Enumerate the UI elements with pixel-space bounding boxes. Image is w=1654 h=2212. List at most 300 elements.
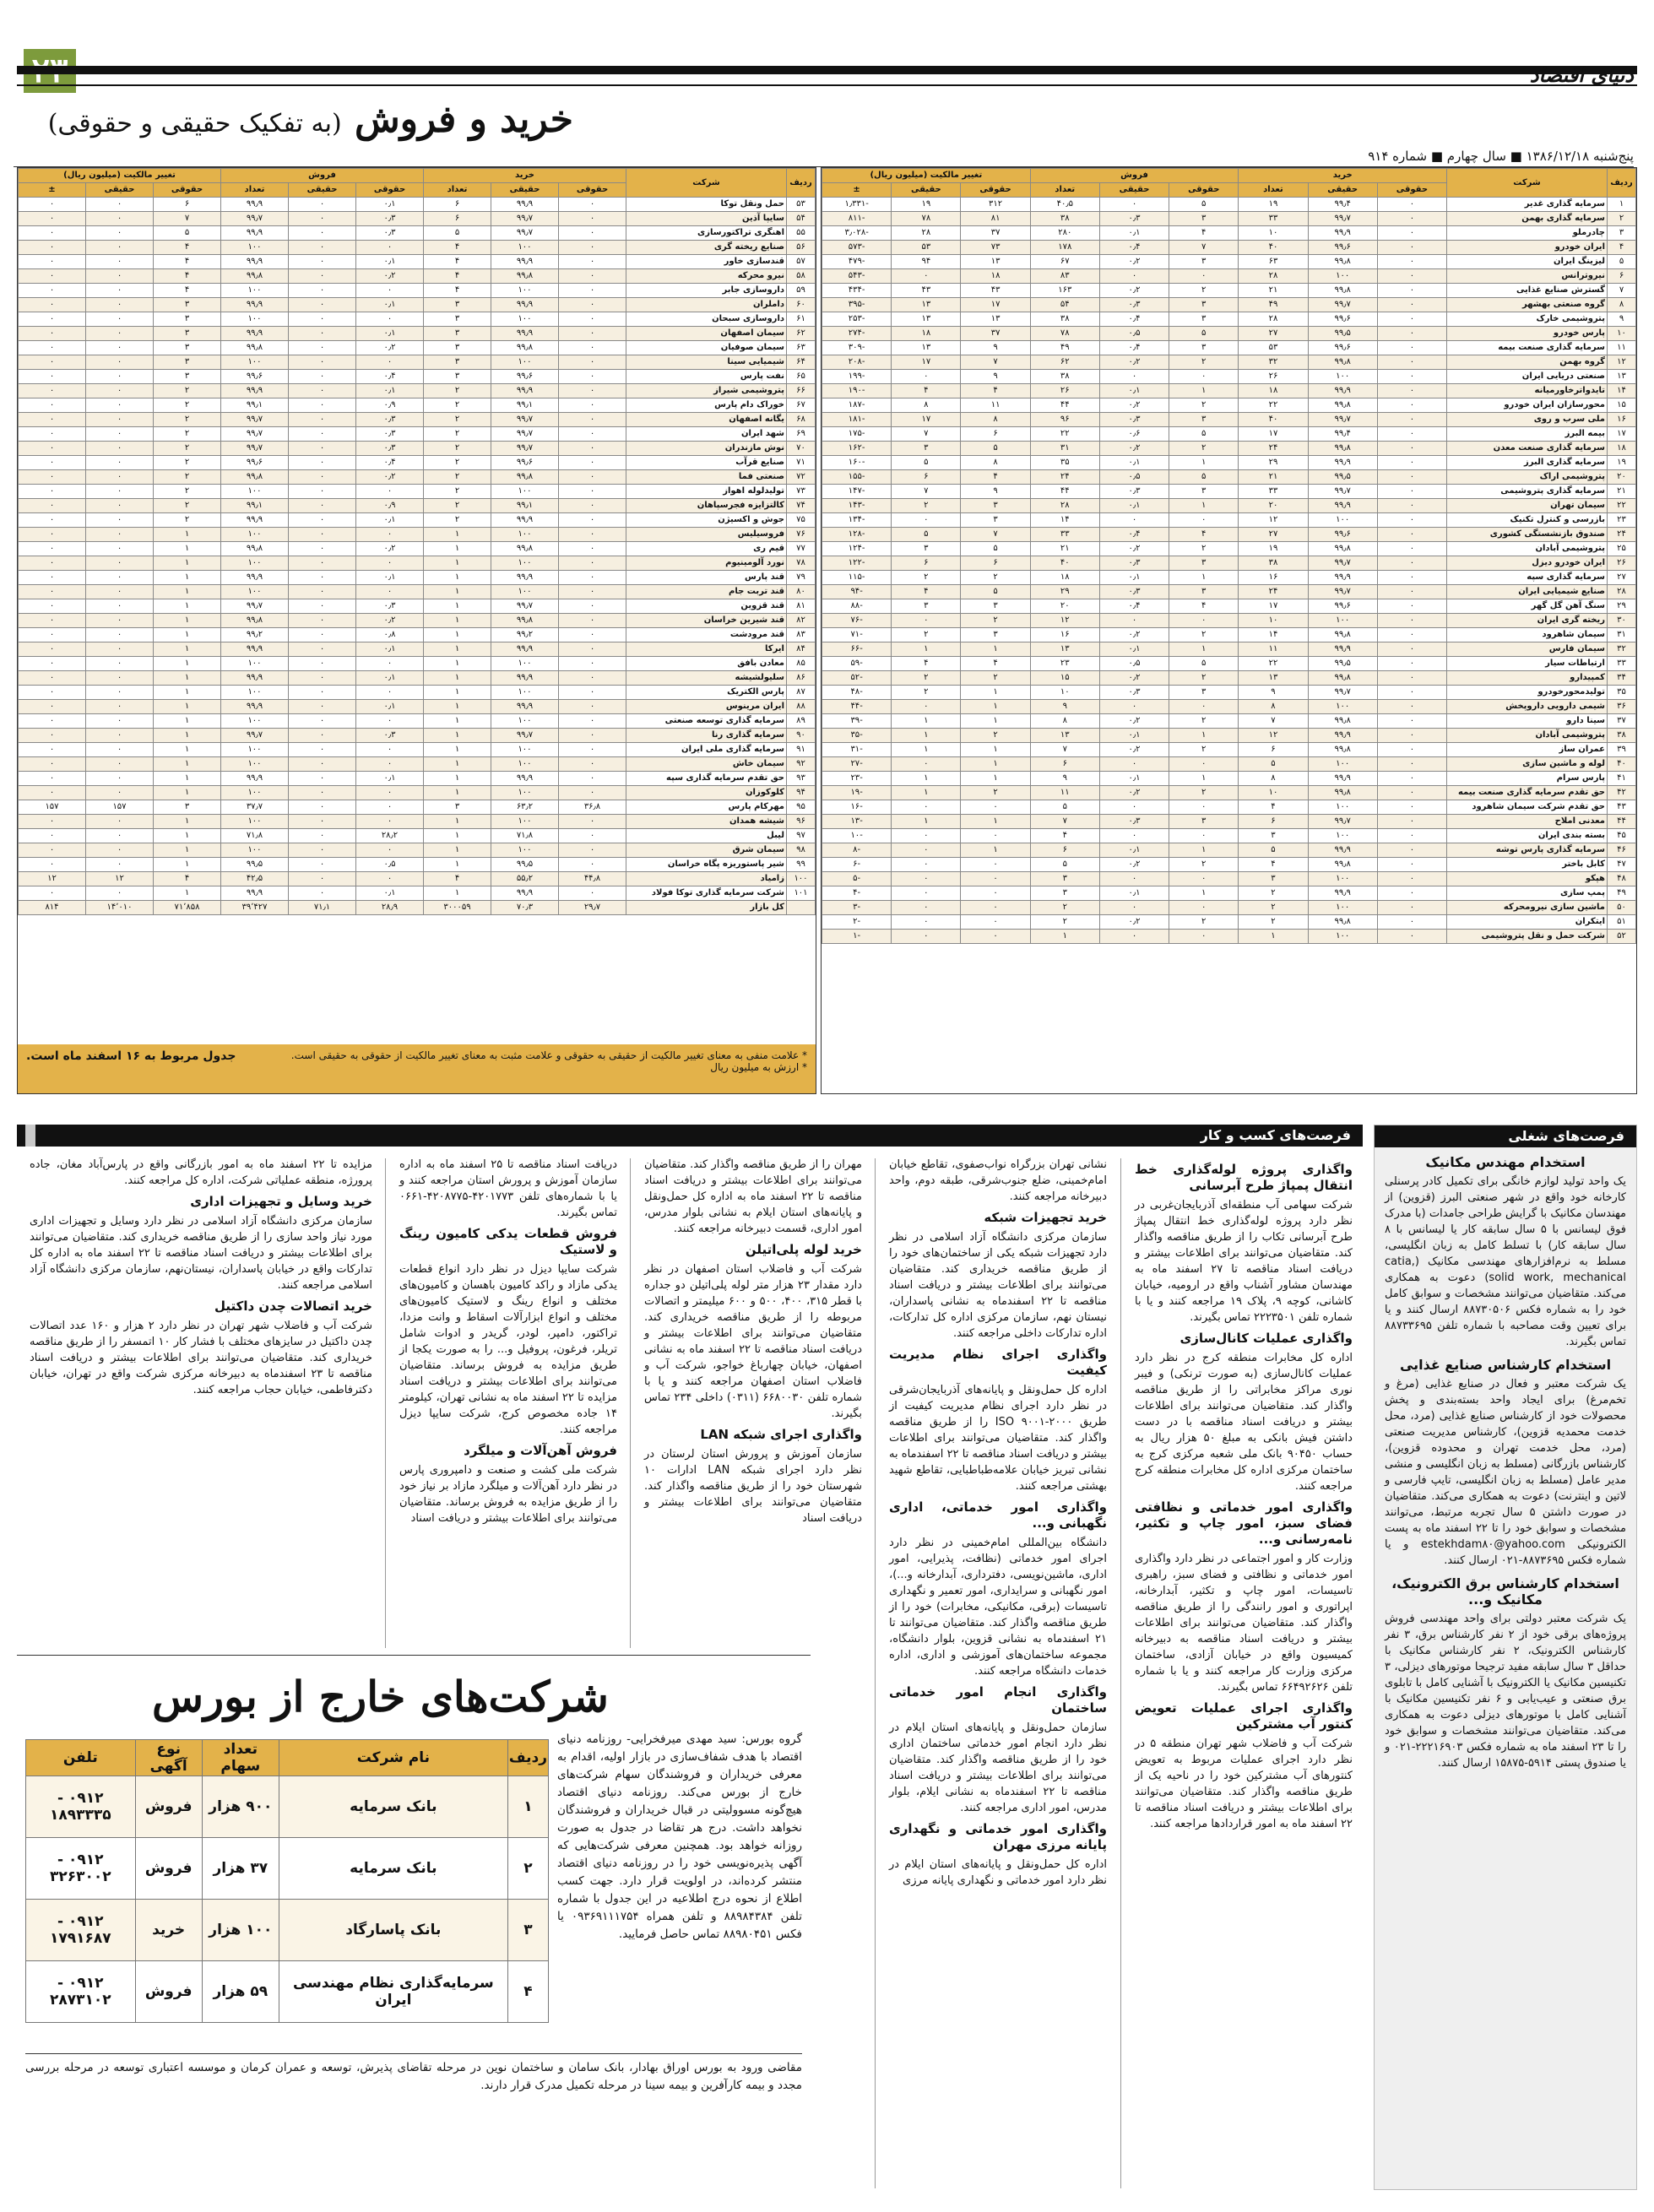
table-cell: ۳ — [154, 341, 221, 355]
table-row — [822, 384, 1636, 398]
table-cell: ۸ — [1030, 714, 1099, 729]
table-cell: ۰٫۵ — [356, 858, 424, 872]
table-cell: ۰ — [19, 729, 86, 743]
table-row — [822, 858, 1636, 872]
table-cell: -۱ — [822, 930, 892, 944]
company-name-cell: شهد ایران — [626, 427, 787, 442]
column-divider — [875, 1158, 876, 2188]
table-cell: ۰ — [289, 456, 356, 470]
table-cell: ۰ — [19, 470, 86, 485]
table-cell: ۹۹٫۹ — [221, 772, 289, 786]
table-row — [19, 872, 816, 886]
company-name-cell: قندسازی خاور — [626, 255, 787, 269]
table-cell: ۹۹٫۹ — [491, 886, 559, 901]
table-cell: ۰ — [559, 226, 626, 241]
table-cell: ۰ — [86, 355, 154, 370]
table-cell: ۲ — [154, 513, 221, 528]
table-row — [822, 470, 1636, 485]
table-cell: ۰ — [289, 284, 356, 298]
group-sell: فروش — [1030, 169, 1239, 183]
table-cell: ۰ — [289, 886, 356, 901]
table-cell: ۹۹٫۷ — [491, 212, 559, 226]
table-cell: ۴ — [154, 269, 221, 284]
table-cell: ۰ — [1377, 341, 1446, 355]
table-cell: ۱۸ — [1030, 571, 1099, 585]
table-cell: ۵ — [154, 226, 221, 241]
table-cell: ۲۸ — [1608, 585, 1636, 599]
table-cell: ۴ — [892, 384, 961, 398]
table-cell: ۰ — [1377, 729, 1446, 743]
table-cell: ۰ — [86, 829, 154, 843]
table-cell: ۰٫۱ — [356, 700, 424, 714]
table-cell: ۱۰۰ — [491, 686, 559, 700]
table-cell: -۱۵۵ — [822, 470, 892, 485]
company-name-cell: گروه صنعتی بهشهر — [1447, 298, 1608, 312]
table-cell: ۳۱ — [1030, 442, 1099, 456]
table-cell: ۰ — [289, 571, 356, 585]
company-name-cell: ارتباطات سیار — [1447, 657, 1608, 671]
company-name-cell: ماشین سازی نیرومحرکه — [1447, 901, 1608, 915]
table-cell: ۰ — [86, 269, 154, 284]
table-cell: ۲ — [1239, 901, 1308, 915]
table-cell: ۱۰۰ — [221, 786, 289, 800]
company-name-cell: پتروشیمی آبادان — [1447, 542, 1608, 556]
company-name-cell: شیشه همدان — [626, 815, 787, 829]
table-cell: ۵۴ — [1030, 298, 1099, 312]
table-row — [822, 269, 1636, 284]
table-cell: ۲۶ — [1030, 384, 1099, 398]
table-cell: ۰٫۳ — [1099, 413, 1169, 427]
group-buy: خرید — [424, 169, 626, 183]
table-cell: ۶۳٫۲ — [491, 800, 559, 815]
table-row — [822, 772, 1636, 786]
table-cell: ۳۷ — [1608, 714, 1636, 729]
table-cell: ۰ — [559, 255, 626, 269]
table-cell: ۰٫۱ — [1099, 571, 1169, 585]
table-cell: ۵ — [961, 442, 1030, 456]
ad-body: مهران را از طریق مناقصه واگذار کند. متقاضیان می‌توانند برای اطلاعات بیشتر و دریافت اسناد مناقصه تا ۲۲ اسفند ماه به اداره کل حمل‌ونقل و پایانه‌های استان ایلام به نشانی بلوار مدرس، امور اداری، قسمت دبیرخانه مراجعه کنند. — [644, 1158, 862, 1235]
table-cell: ۰ — [19, 355, 86, 370]
table-cell: ۰ — [1377, 327, 1446, 341]
table-cell: ۰ — [961, 886, 1030, 901]
table-cell: -۱۰ — [822, 829, 892, 843]
table-row — [19, 499, 816, 513]
table-cell: ۰ — [19, 528, 86, 542]
table-cell: ۰٫۱ — [1099, 729, 1169, 743]
table-cell: ۰ — [19, 772, 86, 786]
table-cell: ۸ — [961, 456, 1030, 470]
company-name-cell: حمل ونقل توکا — [626, 198, 787, 212]
table-cell: ۰٫۴ — [356, 370, 424, 384]
table-cell: ۰ — [1377, 198, 1446, 212]
table-cell: ۰ — [1099, 513, 1169, 528]
table-cell: ۹۹٫۷ — [491, 427, 559, 442]
table-cell: ۴ — [1169, 599, 1239, 614]
table-cell: ۹۹٫۱ — [491, 499, 559, 513]
table-cell: ۳۴ — [1608, 671, 1636, 686]
table-cell: ۱۰۱ — [787, 886, 816, 901]
table-cell: ۰ — [19, 858, 86, 872]
table-cell: ۰ — [1377, 470, 1446, 485]
company-name-cell: سرمایه گذاری رنا — [626, 729, 787, 743]
table-cell: ۳ — [1169, 298, 1239, 312]
table-cell: ۰ — [559, 757, 626, 772]
ad-heading: واگذاری انجام امور خدماتی ساختمان — [889, 1684, 1107, 1716]
table-cell: ۰ — [1377, 657, 1446, 671]
table-row — [19, 829, 816, 843]
table-cell: ۲۴ — [1608, 528, 1636, 542]
table-cell: ۱۰۰ — [221, 312, 289, 327]
table-cell: ۴ — [1239, 800, 1308, 815]
table-cell: ۰ — [559, 714, 626, 729]
table-cell: ۱ — [892, 743, 961, 757]
table-cell: ۱ — [154, 686, 221, 700]
table-cell: ۰ — [1377, 901, 1446, 915]
ad-body: نشانی تهران بزرگراه نواب‌صفوی، تقاطع خیابان امام‌خمینی، ضلع جنوب‌شرقی، طبقه دوم، واحد دبیرخانه مراجعه کنند. — [889, 1158, 1107, 1203]
table-cell: ۰ — [86, 628, 154, 642]
table-cell: ۰ — [559, 743, 626, 757]
table-cell: ۹۹٫۹ — [221, 298, 289, 312]
table-row — [19, 657, 816, 671]
company-name-cell: عمران ساز — [1447, 743, 1608, 757]
table-cell: ۱ — [424, 743, 491, 757]
table-cell: ۰ — [559, 485, 626, 499]
company-name-cell: سرمایه گذاری پارس توشه — [1447, 843, 1608, 858]
table-cell: ۷۱٫۸ — [221, 829, 289, 843]
table-cell: ۹۹٫۹ — [221, 671, 289, 686]
table-cell: ۱ — [1169, 772, 1239, 786]
table-cell: ۹۹٫۷ — [491, 442, 559, 456]
header-rule — [17, 66, 1637, 74]
table-cell: ۲۹ — [1239, 456, 1308, 470]
table-cell: ۰ — [289, 800, 356, 815]
table-cell: ۴ — [1169, 226, 1239, 241]
table-row — [19, 513, 816, 528]
table-row — [19, 686, 816, 700]
table-cell: ۴۴ — [1030, 398, 1099, 413]
company-name-cell: لوله و ماشین سازی — [1447, 757, 1608, 772]
table-cell: ۴۲ — [1608, 786, 1636, 800]
table-cell: ۰٫۵ — [1099, 657, 1169, 671]
company-name-cell: قند قزوین — [626, 599, 787, 614]
table-cell: ۰ — [289, 355, 356, 370]
table-cell: ۴۹ — [1030, 341, 1099, 355]
table-cell: ۰ — [356, 714, 424, 729]
table-cell: ۰٫۱ — [356, 886, 424, 901]
table-cell: ۹۹٫۹ — [1308, 384, 1377, 398]
group-change: تغییر مالکیت (میلیون ریال) — [19, 169, 221, 183]
exchange-cell: ۹۰۰ هزار — [202, 1776, 279, 1838]
table-cell: ۲۴ — [1239, 442, 1308, 456]
table-cell: ۳۳ — [1239, 485, 1308, 499]
table-cell: ۳ — [1608, 226, 1636, 241]
table-cell: ۰٫۳ — [1099, 556, 1169, 571]
table-cell: ۰ — [86, 614, 154, 628]
job-heading: استخدام کارشناس صنایع غذایی — [1399, 1357, 1612, 1373]
table-cell: ۰ — [289, 671, 356, 686]
table-cell: ۰٫۲ — [1099, 786, 1169, 800]
table-cell: ۰ — [86, 542, 154, 556]
col-buy-count: تعداد — [1239, 183, 1308, 198]
table-cell: ۰ — [289, 528, 356, 542]
table-cell: ۰٫۴ — [356, 456, 424, 470]
company-name-cell: پتروشیمی اراک — [1447, 470, 1608, 485]
table-cell: ۱ — [892, 786, 961, 800]
table-cell: ۳۵ — [1608, 686, 1636, 700]
table-cell: ۰ — [1377, 743, 1446, 757]
table-cell: ۶ — [1608, 269, 1636, 284]
table-row — [26, 1900, 549, 1961]
table-cell: ۹۹٫۹ — [1308, 886, 1377, 901]
table-cell: ۹۹٫۶ — [1308, 528, 1377, 542]
company-name-cell: صنایع ریخته گری — [626, 241, 787, 255]
table-cell: ۷۸ — [892, 212, 961, 226]
table-row — [19, 628, 816, 642]
table-cell: ۰٫۱ — [1099, 456, 1169, 470]
table-row — [19, 198, 816, 212]
table-cell: ۰ — [1377, 872, 1446, 886]
business-column-1 — [1135, 1157, 1353, 2187]
table-cell: ۰ — [1099, 829, 1169, 843]
company-name-cell: زامیاد — [626, 872, 787, 886]
table-row — [822, 843, 1636, 858]
table-row — [19, 413, 816, 427]
table-cell: ۰ — [961, 800, 1030, 815]
table-cell: ۳ — [424, 327, 491, 341]
table-cell: ۰ — [19, 686, 86, 700]
table-cell: ۹۹٫۶ — [1308, 312, 1377, 327]
table-cell: ۰ — [19, 757, 86, 772]
table-cell: ۲ — [892, 571, 961, 585]
company-name-cell: تولیدلوله اهواز — [626, 485, 787, 499]
company-name-cell: خوراک دام پارس — [626, 398, 787, 413]
table-cell: ۵ — [424, 226, 491, 241]
company-name-cell: بیمه البرز — [1447, 427, 1608, 442]
table-cell: ۱۶ — [1608, 413, 1636, 427]
table-cell: ۸ — [961, 413, 1030, 427]
table-cell: ۹۹٫۸ — [1308, 858, 1377, 872]
exchange-table-body — [26, 1776, 549, 2023]
table-cell: ۰٫۴ — [1099, 241, 1169, 255]
exchange-cell: ۵۹ هزار — [202, 1961, 279, 2023]
table-cell: ۳ — [1169, 815, 1239, 829]
company-name-cell: گسترش صنایع غذایی — [1447, 284, 1608, 298]
table-cell — [787, 901, 816, 915]
table-cell: ۲ — [154, 485, 221, 499]
table-cell: ۲ — [424, 499, 491, 513]
table-cell: ۰ — [289, 212, 356, 226]
table-cell: ۶۲ — [1030, 355, 1099, 370]
table-cell: ۰ — [559, 398, 626, 413]
table-cell: ۱۰۰ — [491, 284, 559, 298]
company-name-cell: معدنی املاح — [1447, 815, 1608, 829]
company-name-cell: قیم ری — [626, 542, 787, 556]
table-cell: ۲۷ — [1239, 528, 1308, 542]
table-cell: ۹۹٫۸ — [1308, 628, 1377, 642]
col-sell-count: تعداد — [1030, 183, 1099, 198]
table-cell: ۰ — [289, 729, 356, 743]
table-row — [19, 729, 816, 743]
table-cell: ۱ — [892, 714, 961, 729]
table-cell: ۰ — [559, 700, 626, 714]
table-cell: ۰٫۲ — [1099, 915, 1169, 930]
table-cell: ۱ — [154, 743, 221, 757]
table-cell: ۱۰۰ — [221, 815, 289, 829]
table-row — [822, 815, 1636, 829]
table-cell: ۰ — [19, 642, 86, 657]
table-cell: ۱ — [154, 843, 221, 858]
table-cell: ۰٫۴ — [1099, 312, 1169, 327]
table-cell: ۵ — [1169, 657, 1239, 671]
table-row — [19, 327, 816, 341]
table-cell: ۱۷ — [892, 413, 961, 427]
table-cell: ۰٫۱ — [1099, 499, 1169, 513]
table-cell: ۰ — [356, 355, 424, 370]
exchange-title: شرکت‌های خارج از بورس — [152, 1672, 609, 1721]
table-cell: ۹۸ — [787, 843, 816, 858]
table-cell: ۰ — [289, 829, 356, 843]
table-cell: ۳۰۰۰۵۹ — [424, 901, 491, 915]
table-cell: ۳ — [424, 370, 491, 384]
table-row — [19, 485, 816, 499]
table-cell: ۰ — [892, 843, 961, 858]
table-cell: ۰ — [86, 815, 154, 829]
table-cell: ۷ — [1030, 815, 1099, 829]
table-cell: ۹۹٫۹ — [491, 671, 559, 686]
ad-body: مزایده تا ۲۲ اسفند ماه به امور بازرگانی واقع در پارس‌آباد مغان، جاده پرورژه، منطقه عملیاتی شرکت، اداره کل مراجعه کنند. — [30, 1158, 372, 1187]
table-row — [19, 843, 816, 858]
table-cell: ۹۹٫۵ — [1308, 470, 1377, 485]
company-name-cell: بسته بندی ایران — [1447, 829, 1608, 843]
table-cell: ۰ — [892, 269, 961, 284]
table-cell: ۰ — [559, 772, 626, 786]
table-cell: ۱۰۰ — [491, 485, 559, 499]
table-row — [822, 642, 1636, 657]
table-cell: ۰ — [19, 341, 86, 355]
company-name-cell: سرمایه گذاری صنعت معدن — [1447, 442, 1608, 456]
table-cell: ۱ — [1030, 930, 1099, 944]
table-cell: ۰ — [559, 269, 626, 284]
table-cell: ۰ — [356, 585, 424, 599]
table-cell: ۸۴ — [787, 642, 816, 657]
table-cell: ۴ — [1030, 829, 1099, 843]
company-name-cell: پارس خودرو — [1447, 327, 1608, 341]
company-name-cell: پتروشیمی خارک — [1447, 312, 1608, 327]
table-cell: ۰ — [1377, 284, 1446, 298]
table-cell: ۵ — [1030, 800, 1099, 815]
table-cell: ۱ — [154, 556, 221, 571]
col-company: شرکت — [626, 169, 787, 198]
table-cell: ۰ — [892, 858, 961, 872]
table-cell: ۰ — [1377, 528, 1446, 542]
table-cell: ۱۰۰ — [221, 743, 289, 757]
table-cell: ۲ — [1169, 628, 1239, 642]
table-cell: ۰ — [356, 284, 424, 298]
table-cell: ۵۸ — [787, 269, 816, 284]
table-cell: ۳۱ — [1608, 628, 1636, 642]
table-cell: -۱۶۲ — [822, 442, 892, 456]
ad-body: سازمان حمل‌ونقل و پایانه‌های استان ایلام در نظر دارد انجام امور خدماتی ساختمان اداری خود را از طریق مناقصه واگذار کند. متقاضیان می‌توانند برای اطلاعات بیشتر و دریافت اسناد مناقصه تا ۲۲ اسفندماه به نشانی ایلام، بلوار مدرس، امور اداری مراجعه کنند. — [889, 1721, 1108, 1814]
table-cell: ۶۰ — [787, 298, 816, 312]
table-cell: ۱ — [424, 642, 491, 657]
table-cell: ۲ — [424, 398, 491, 413]
col-buy-legal: حقوقی — [559, 183, 626, 198]
ad-body: شرکت سهامی آب منطقه‌ای آذربایجان‌غربی در نظر دارد پروژه لوله‌گذاری خط انتقال پمپاژ طرح آبرسانی تکاب را از طریق مناقصه واگذار کند. متقاضیان می‌توانند برای اطلاعات بیشتر و دریافت اسناد مناقصه تا ۲۷ اسفند ماه به مهندسان مشاور آشناب واقع در ارومیه، خیابان کاشانی، کوچه ۹، پلاک ۱۹ مراجعه کنند و یا با شماره تلفن ۲۲۲۳۵۰۱ تماس بگیرند. — [1135, 1199, 1353, 1324]
table-cell: ۹۹٫۹ — [491, 700, 559, 714]
table-cell: -۱۶ — [822, 800, 892, 815]
table-cell: ۹۹٫۷ — [1308, 556, 1377, 571]
table-cell: -۱۷۵ — [822, 427, 892, 442]
table-cell: ۷۱٫۸ — [491, 829, 559, 843]
table-cell: ۰ — [356, 843, 424, 858]
table-cell: ۰ — [289, 686, 356, 700]
table-cell: ۳۶ — [1608, 700, 1636, 714]
company-name-cell: قند مرودشت — [626, 628, 787, 642]
table-cell: ۱۰۰ — [1308, 930, 1377, 944]
table-cell: ۲ — [1169, 714, 1239, 729]
table-cell: ۵ — [1239, 843, 1308, 858]
company-name-cell: ریخته گری ایران — [1447, 614, 1608, 628]
table-cell: ۰ — [356, 312, 424, 327]
table-cell: ۸ — [1239, 772, 1308, 786]
table-cell: ۰ — [86, 198, 154, 212]
table-cell: ۰ — [19, 714, 86, 729]
table-cell: ۰ — [892, 513, 961, 528]
table-cell: ۰ — [1169, 700, 1239, 714]
table-row — [822, 901, 1636, 915]
table-cell: ۹۹٫۹ — [491, 255, 559, 269]
table-cell: ۰٫۱ — [356, 772, 424, 786]
table-cell: ۴ — [961, 384, 1030, 398]
headline-sub: (به تفکیک حقیقی و حقوقی) — [47, 109, 342, 138]
table-cell: ۲ — [154, 470, 221, 485]
table-cell: ۰٫۶ — [1099, 427, 1169, 442]
table-cell: ۴۰ — [1239, 413, 1308, 427]
col-buy-legal: حقوقی — [1377, 183, 1446, 198]
table-cell: ۰ — [559, 355, 626, 370]
table-cell: ۹۹٫۸ — [491, 470, 559, 485]
table-cell: ۹۹٫۸ — [1308, 284, 1377, 298]
table-cell: ۰ — [1377, 815, 1446, 829]
table-cell: ۰٫۲ — [1099, 858, 1169, 872]
table-cell: ۲ — [424, 427, 491, 442]
table-cell: ۲۴ — [1239, 585, 1308, 599]
table-cell: ۰ — [961, 901, 1030, 915]
table-row — [19, 442, 816, 456]
table-row — [822, 599, 1636, 614]
table-cell: ۵۹ — [787, 284, 816, 298]
trade-table — [18, 168, 816, 915]
table-cell: ۱ — [154, 528, 221, 542]
table-cell: ۳ — [1169, 585, 1239, 599]
table-cell: ۳۷٫۷ — [221, 800, 289, 815]
table-cell: ۱۴ — [1030, 513, 1099, 528]
table-cell: ۰٫۱ — [356, 571, 424, 585]
table-cell: ۱ — [154, 714, 221, 729]
table-cell: ۱۰۰ — [221, 556, 289, 571]
ad-body: دریافت اسناد مناقصه تا ۲۵ اسفند ماه به اداره سازمان آموزش و پرورش استان مراجعه کنند و یا با شماره‌های تلفن ۴۲۰۱۷۷۳-۴۲۰۸۷۷۵-۰۶۶۱ تماس بگیرند. — [399, 1158, 617, 1219]
table-cell: ۷۲ — [787, 470, 816, 485]
table-cell: -۳۹۵ — [822, 298, 892, 312]
table-row — [822, 298, 1636, 312]
table-cell: ۰ — [1099, 901, 1169, 915]
table-cell: ۷۱٫۱ — [289, 901, 356, 915]
company-name-cell: یگانه اصفهان — [626, 413, 787, 427]
exchange-cell: ۳ — [507, 1900, 548, 1961]
table-cell: ۶۹ — [787, 427, 816, 442]
table-cell: ۶۷ — [787, 398, 816, 413]
table-cell: ۰ — [19, 327, 86, 341]
